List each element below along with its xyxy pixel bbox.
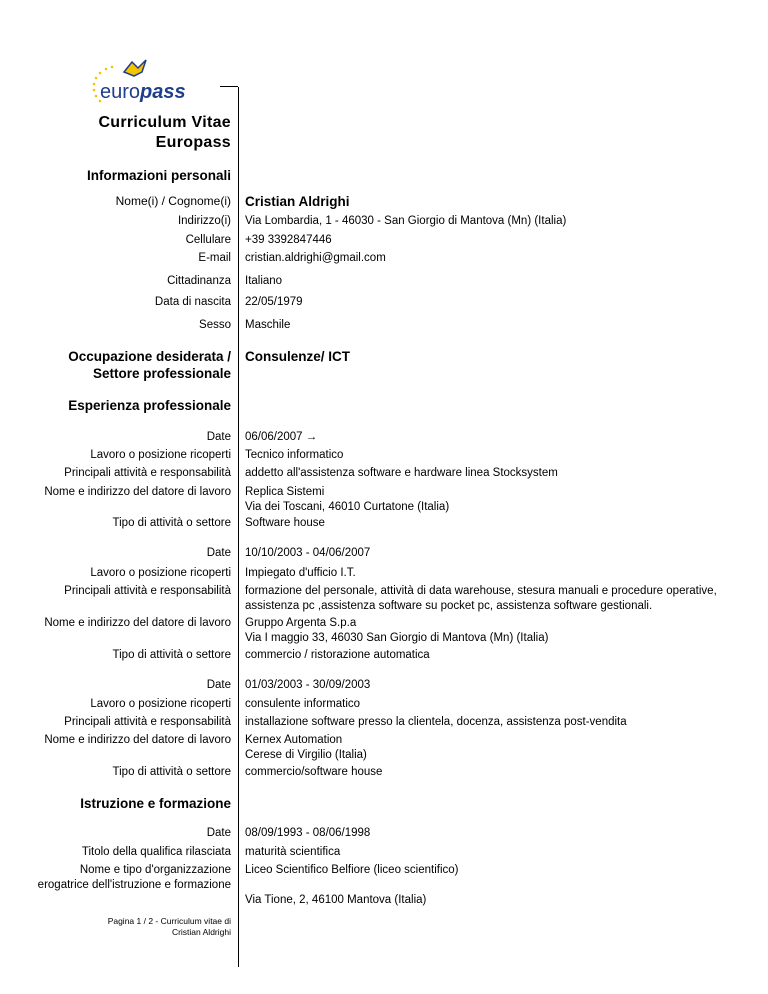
citizenship-label: Cittadinanza — [167, 275, 231, 287]
job-sector-label: Tipo di attività o settore — [112, 517, 231, 529]
edu-title-label: Titolo della qualifica rilasciata — [81, 846, 231, 858]
job-sector-label: Tipo di attività o settore — [112, 649, 231, 661]
svg-text:europass: europass — [100, 81, 186, 103]
mobile-value: +39 3392847446 — [245, 234, 332, 246]
mobile-label: Cellulare — [185, 234, 231, 246]
job-employer-value: Replica Sistemi Via dei Toscani, 46010 Curtatone (Italia) — [245, 486, 450, 513]
edu-date-label: Date — [206, 827, 231, 839]
divider-top — [220, 86, 238, 87]
job-sector-value: commercio / ristorazione automatica — [245, 649, 430, 661]
address-label: Indirizzo(i) — [177, 215, 231, 227]
job-position-value: Tecnico informatico — [245, 449, 344, 461]
job-employer-label: Nome e indirizzo del datore di lavoro — [44, 734, 231, 746]
section-personal-info: Informazioni personali — [86, 168, 231, 183]
job-date-value: 10/10/2003 - 04/06/2007 — [245, 547, 371, 559]
section-education: Istruzione e formazione — [80, 796, 231, 811]
job-sector-value: commercio/software house — [245, 766, 383, 778]
europass-logo — [84, 58, 214, 106]
job-position-value: consulente informatico — [245, 698, 361, 710]
sex-value: Maschile — [245, 319, 291, 331]
job-position-value: Impiegato d'ufficio I.T. — [245, 567, 356, 579]
job-employer-value: Kernex Automation Cerese di Virgilio (Italia) — [245, 734, 367, 761]
figure-icon — [124, 60, 146, 76]
cv-title: Curriculum Vitae Europass — [98, 114, 231, 151]
job-activities-value: addetto all'assistenza software e hardware linea Stocksystem — [245, 467, 558, 479]
edu-org-label: Nome e tipo d'organizzazione erogatrice dell'istruzione e formazione — [37, 864, 231, 891]
birth-label: Data di nascita — [154, 296, 231, 308]
job-position-label: Lavoro o posizione ricoperti — [90, 449, 231, 461]
column-divider — [238, 87, 239, 967]
sex-label: Sesso — [199, 319, 231, 331]
desired-occupation-label: Occupazione desiderata / Settore professionale — [68, 349, 231, 381]
job-date-value: 06/06/2007 → — [245, 431, 318, 443]
job-employer-label: Nome e indirizzo del datore di lavoro — [44, 486, 231, 498]
job-sector-value: Software house — [245, 517, 325, 529]
address-value: Via Lombardia, 1 - 46030 - San Giorgio di Mantova (Mn) (Italia) — [245, 215, 567, 227]
job-activities-value: installazione software presso la clientela, docenza, assistenza post-vendita — [245, 716, 627, 728]
job-activities-value: formazione del personale, attività di data warehouse, stesura manuali e procedure operative, assistenza pc ,assistenza software su pocket pc, assistenza software gestionali. — [245, 585, 717, 612]
job-date-label: Date — [206, 679, 231, 691]
name-value: Cristian Aldrighi — [245, 194, 350, 209]
job-employer-label: Nome e indirizzo del datore di lavoro — [44, 617, 231, 629]
page-footer: Pagina 1 / 2 - Curriculum vitae di Cristian Aldrighi — [107, 916, 231, 937]
job-employer-value: Gruppo Argenta S.p.a Via I maggio 33, 46030 San Giorgio di Mantova (Mn) (Italia) — [245, 617, 549, 644]
desired-occupation-value: Consulenze/ ICT — [245, 349, 351, 364]
edu-date-value: 08/09/1993 - 08/06/1998 — [245, 827, 371, 839]
edu-org-value: Liceo Scientifico Belfiore (liceo scientifico) Via Tione, 2, 46100 Mantova (Italia) — [245, 864, 459, 906]
job-activities-label: Principali attività e responsabilità — [64, 467, 231, 479]
job-date-value: 01/03/2003 - 30/09/2003 — [245, 679, 371, 691]
job-position-label: Lavoro o posizione ricoperti — [90, 698, 231, 710]
birth-value: 22/05/1979 — [245, 296, 303, 308]
section-experience: Esperienza professionale — [68, 398, 231, 413]
citizenship-value: Italiano — [245, 275, 283, 287]
edu-title-value: maturità scientifica — [245, 846, 341, 858]
email-label: E-mail — [198, 252, 231, 264]
job-position-label: Lavoro o posizione ricoperti — [90, 567, 231, 579]
job-date-label: Date — [206, 547, 231, 559]
job-activities-label: Principali attività e responsabilità — [64, 716, 231, 728]
name-label: Nome(i) / Cognome(i) — [115, 194, 231, 208]
job-activities-label: Principali attività e responsabilità — [64, 585, 231, 597]
job-date-label: Date — [206, 431, 231, 443]
job-sector-label: Tipo di attività o settore — [112, 766, 231, 778]
email-value[interactable]: cristian.aldrighi@gmail.com — [245, 252, 386, 264]
